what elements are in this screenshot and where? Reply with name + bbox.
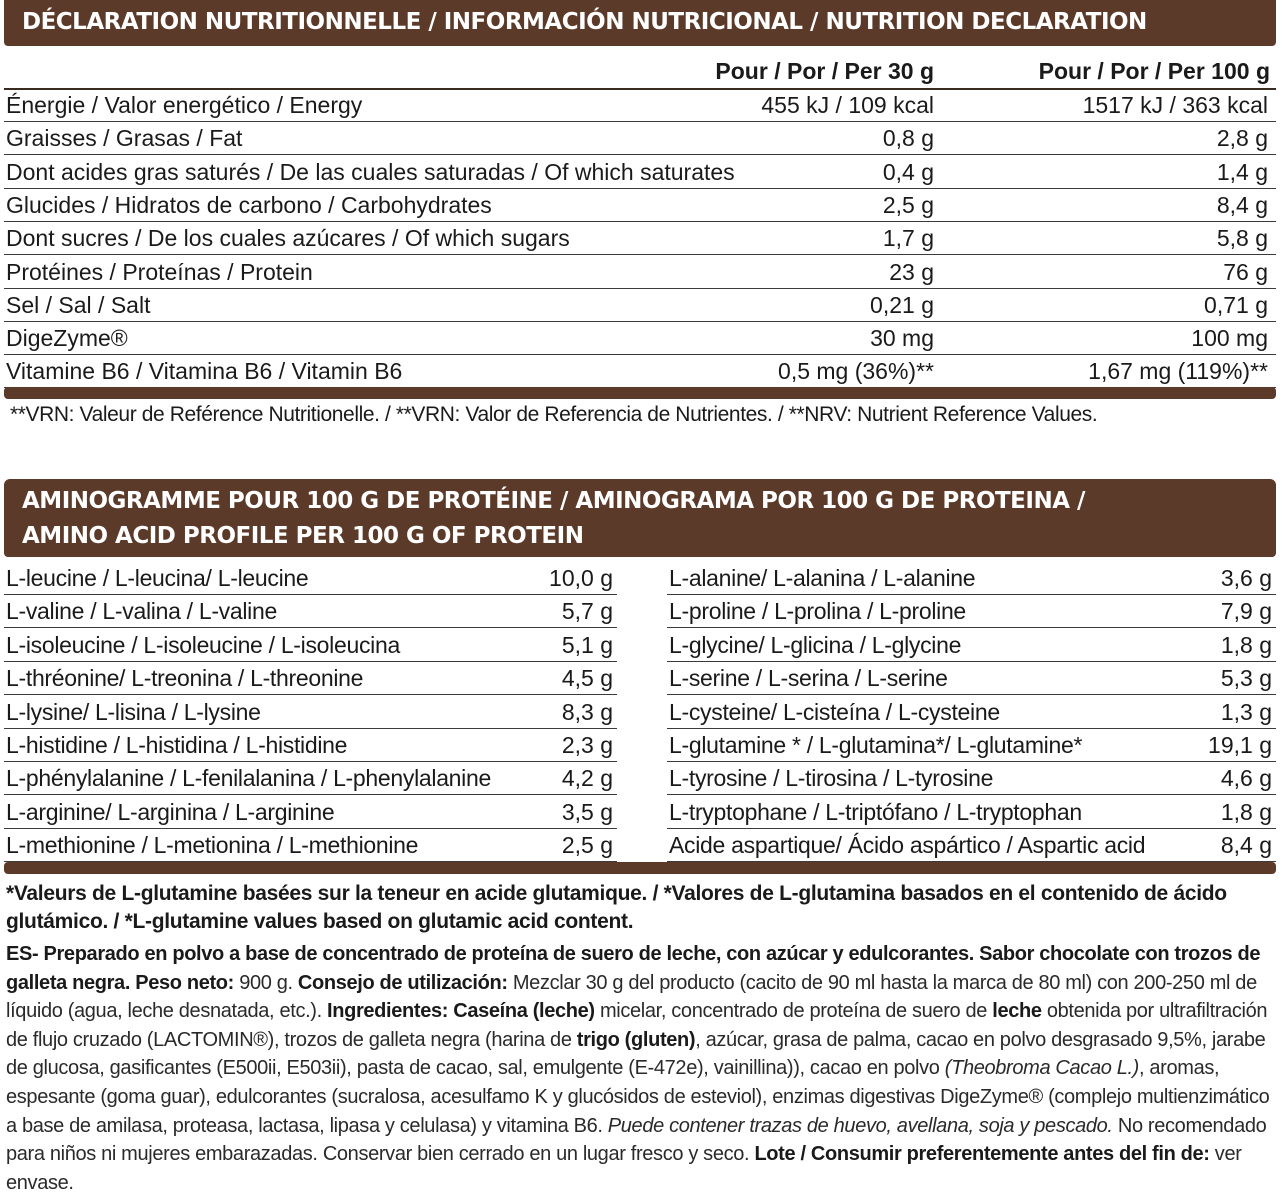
value-per-30g: 455 kJ / 109 kcal: [761, 92, 934, 118]
amino-acid-value: 8,3 g: [561, 698, 613, 725]
amino-acid-label: L-tyrosine / L-tirosina / L-tyrosine: [669, 765, 994, 792]
amino-acid-label: L-lysine/ L-lisina / L-lysine: [6, 698, 261, 725]
es-ingredients-text-3: , azúcar, grasa de palma, cacao en polvo desgrasado 9,5%, jarabe de glucosa, gasificantes (E500ii, E503ii), pasta de cacao, sal, emulgente (E-472e), vainillina)), cacao en polvo: [6, 1028, 1266, 1080]
nutrition-row: [4, 289, 1276, 322]
amino-acid-value: 4,6 g: [1220, 765, 1272, 792]
amino-acid-profile-header: [4, 479, 1276, 557]
nutrient-label: Énergie / Valor energético / Energy: [6, 92, 363, 118]
amino-acid-label: L-thréonine/ L-treonina / L-threonine: [6, 665, 364, 692]
amino-row-right: [667, 595, 1276, 628]
nutrient-label: Glucides / Hidratos de carbono / Carbohydrates: [6, 191, 492, 218]
nutrition-row: [4, 355, 1276, 388]
es-allergen-trigo: trigo (gluten): [576, 1028, 696, 1051]
nutrient-label: Dont acides gras saturés / De las cuales saturadas / Of which saturates: [6, 158, 735, 185]
column-header-per-30g: Pour / Por / Per 30 g: [715, 58, 934, 84]
es-allergen-leche: leche: [992, 1000, 1042, 1023]
value-per-100g: 100 mg: [1191, 325, 1268, 352]
amino-acid-value: 19,1 g: [1208, 732, 1272, 758]
nutrition-table-bottom-bar: [4, 387, 1276, 399]
nutrient-label: Dont sucres / De los cuales azúcares / Of which sugars: [6, 225, 570, 252]
nutrition-row: [4, 122, 1276, 155]
amino-row-left: [4, 696, 617, 729]
glutamine-footnote: *Valeurs de L-glutamine basées sur la teneur en acide glutamique. / *Valores de L-glutamina basados en el contenido de ácido glutámico. / *L-glutamine values based on glutamic acid content.: [6, 882, 1227, 933]
amino-acid-label: L-serine / L-serina / L-serine: [669, 665, 948, 692]
amino-row-left: [4, 562, 617, 595]
amino-acid-label: L-glycine/ L-glicina / L-glycine: [669, 631, 962, 658]
value-per-100g: 76 g: [1223, 258, 1268, 285]
es-ingredients-text-1: micelar, concentrado de proteína de suero de: [594, 1000, 993, 1023]
es-usage-text: Mezclar 30 g del producto (cacito de 90 ml hasta la marca de 80 ml) con 200-250 ml de líquido (agua, leche desnatada, etc.).: [6, 971, 1257, 1023]
amino-acid-value: 3,5 g: [561, 798, 613, 825]
amino-acid-value: 4,5 g: [561, 665, 613, 692]
nutrition-row: [4, 189, 1276, 222]
nutrient-label: Sel / Sal / Salt: [6, 291, 151, 318]
value-per-30g: 1,7 g: [882, 225, 934, 252]
value-per-30g: 0,21 g: [870, 291, 934, 318]
amino-acid-label: L-isoleucine / L-isoleucine / L-isoleucina: [6, 631, 400, 658]
amino-header-line-1: AMINOGRAMME POUR 100 G DE PROTÉINE / AMINOGRAMA POR 100 G DE PROTEINA /: [22, 488, 1085, 514]
nutrient-label: Vitamine B6 / Vitamina B6 / Vitamin B6: [6, 358, 403, 385]
value-per-30g: 30 mg: [870, 325, 934, 352]
es-cacao-latin: (Theobroma Cacao L.): [944, 1057, 1139, 1080]
nutrient-label: Graisses / Grasas / Fat: [6, 125, 243, 152]
column-header-per-100g: Pour / Por / Per 100 g: [1038, 58, 1270, 84]
amino-table-bottom-bar: [4, 862, 1276, 874]
value-per-100g: 0,71 g: [1204, 291, 1268, 318]
amino-row-left: [4, 796, 617, 829]
es-lot-label: Lote / Consumir preferentemente antes del fin de:: [754, 1143, 1210, 1166]
amino-row-left: [4, 595, 617, 628]
amino-row-right: [667, 762, 1276, 795]
es-title: ES- Preparado en polvo a base de concentrado de proteína de suero de leche, con azúcar y edulcorantes. Sabor chocolate con trozos de galleta negra. Peso neto:: [6, 943, 1261, 994]
amino-acid-label: L-arginine/ L-arginina / L-arginine: [6, 798, 335, 825]
amino-acid-label: L-tryptophane / L-triptófano / L-tryptophan: [669, 798, 1082, 825]
es-ingredients-text-2: obtenida por ultrafiltración de flujo cruzado (LACTOMIN®), trozos de galleta negra (harina de: [6, 1000, 1268, 1051]
amino-row-right: [667, 562, 1276, 595]
amino-acid-label: L-leucine / L-leucina/ L-leucine: [6, 565, 309, 591]
amino-acid-value: 2,5 g: [561, 832, 613, 859]
es-net-weight: 900 g.: [233, 971, 298, 994]
spanish-product-description: [6, 940, 1276, 1197]
value-per-30g: 0,4 g: [882, 158, 934, 185]
nutrition-row: [4, 322, 1276, 355]
value-per-100g: 1517 kJ / 363 kcal: [1082, 92, 1268, 118]
nutrition-row: [4, 156, 1276, 189]
amino-acid-label: L-cysteine/ L-cisteína / L-cysteine: [669, 698, 1000, 725]
amino-row-left: [4, 829, 617, 862]
amino-acid-value: 4,2 g: [561, 765, 613, 792]
amino-acid-label: L-glutamine * / L-glutamina*/ L-glutamine*: [669, 732, 1083, 758]
amino-row-right: [667, 829, 1276, 862]
amino-row-right: [667, 796, 1276, 829]
value-per-100g: 5,8 g: [1216, 225, 1268, 252]
amino-row-left: [4, 629, 617, 662]
value-per-30g: 0,5 mg (36%)**: [778, 358, 934, 385]
amino-acid-value: 3,6 g: [1220, 565, 1272, 591]
amino-row-left: [4, 762, 617, 795]
nutrition-row: [4, 256, 1276, 289]
amino-row-right: [667, 629, 1276, 662]
value-per-100g: 2,8 g: [1216, 125, 1268, 152]
amino-row-left: [4, 729, 617, 762]
es-storage-text: No recomendado para niños ni mujeres embarazadas. Conservar bien cerrado en un lugar fresco y seco.: [6, 1114, 1267, 1166]
amino-acid-label: L-valine / L-valina / L-valine: [6, 598, 277, 625]
amino-acid-label: Acide aspartique/ Ácido aspártico / Aspartic acid: [669, 832, 1146, 859]
amino-row-right: [667, 729, 1276, 762]
nutrient-label: DigeZyme®: [6, 325, 128, 352]
nutrient-label: Protéines / Proteínas / Protein: [6, 258, 313, 285]
amino-header-line-2: AMINO ACID PROFILE PER 100 G OF PROTEIN: [22, 523, 584, 549]
nrv-footnote: **VRN: Valeur de Reférence Nutritionelle. / **VRN: Valor de Referencia de Nutrientes. / **NRV: Nutrient Reference Values.: [10, 403, 1098, 426]
es-traces-warning: Puede contener trazas de huevo, avellana, soja y pescado.: [607, 1114, 1113, 1137]
es-lot-text: ver envase.: [6, 1143, 1242, 1194]
value-per-100g: 1,4 g: [1216, 158, 1268, 185]
amino-acid-value: 1,8 g: [1220, 631, 1272, 658]
nutrition-row: [4, 222, 1276, 255]
value-per-30g: 0,8 g: [882, 125, 934, 152]
es-ingredients-label: Ingredientes: Caseína (leche): [327, 1000, 595, 1023]
amino-acid-value: 1,3 g: [1220, 698, 1272, 725]
amino-acid-label: L-methionine / L-metionina / L-methionine: [6, 832, 419, 859]
nutrition-declaration-header: DÉCLARATION NUTRITIONNELLE / INFORMACIÓN NUTRICIONAL / NUTRITION DECLARATION: [4, 0, 1276, 46]
nutrition-row: [4, 89, 1276, 122]
amino-acid-value: 1,8 g: [1220, 798, 1272, 825]
amino-acid-value: 5,7 g: [561, 598, 613, 625]
es-usage-label: Consejo de utilización:: [297, 971, 508, 994]
amino-acid-value: 7,9 g: [1220, 598, 1272, 625]
value-per-100g: 1,67 mg (119%)**: [1088, 358, 1268, 385]
amino-acid-value: 2,3 g: [561, 732, 613, 758]
amino-acid-label: L-proline / L-prolina / L-proline: [669, 598, 966, 625]
amino-acid-value: 5,3 g: [1220, 665, 1272, 692]
amino-acid-value: 5,1 g: [561, 631, 613, 658]
value-per-30g: 23 g: [889, 258, 934, 285]
amino-row-left: [4, 662, 617, 695]
amino-acid-label: L-histidine / L-histidina / L-histidine: [6, 732, 348, 758]
amino-acid-label: L-alanine/ L-alanina / L-alanine: [669, 565, 976, 591]
amino-acid-value: 10,0 g: [549, 565, 613, 591]
value-per-30g: 2,5 g: [882, 191, 934, 218]
amino-acid-value: 8,4 g: [1220, 832, 1272, 859]
amino-row-right: [667, 662, 1276, 695]
amino-row-right: [667, 696, 1276, 729]
value-per-100g: 8,4 g: [1216, 191, 1268, 218]
amino-acid-label: L-phénylalanine / L-fenilalanina / L-phenylalanine: [6, 765, 491, 792]
es-ingredients-text-4: , aromas, espesante (goma guar), edulcorantes (sucralosa, acesulfamo K y glucósidos de esteviol), enzimas digestivas DigeZyme® (complejo multienzimático a base de amilasa, proteasa, lactasa, lipasa y celulasa) y vitamina B6.: [6, 1057, 1270, 1137]
